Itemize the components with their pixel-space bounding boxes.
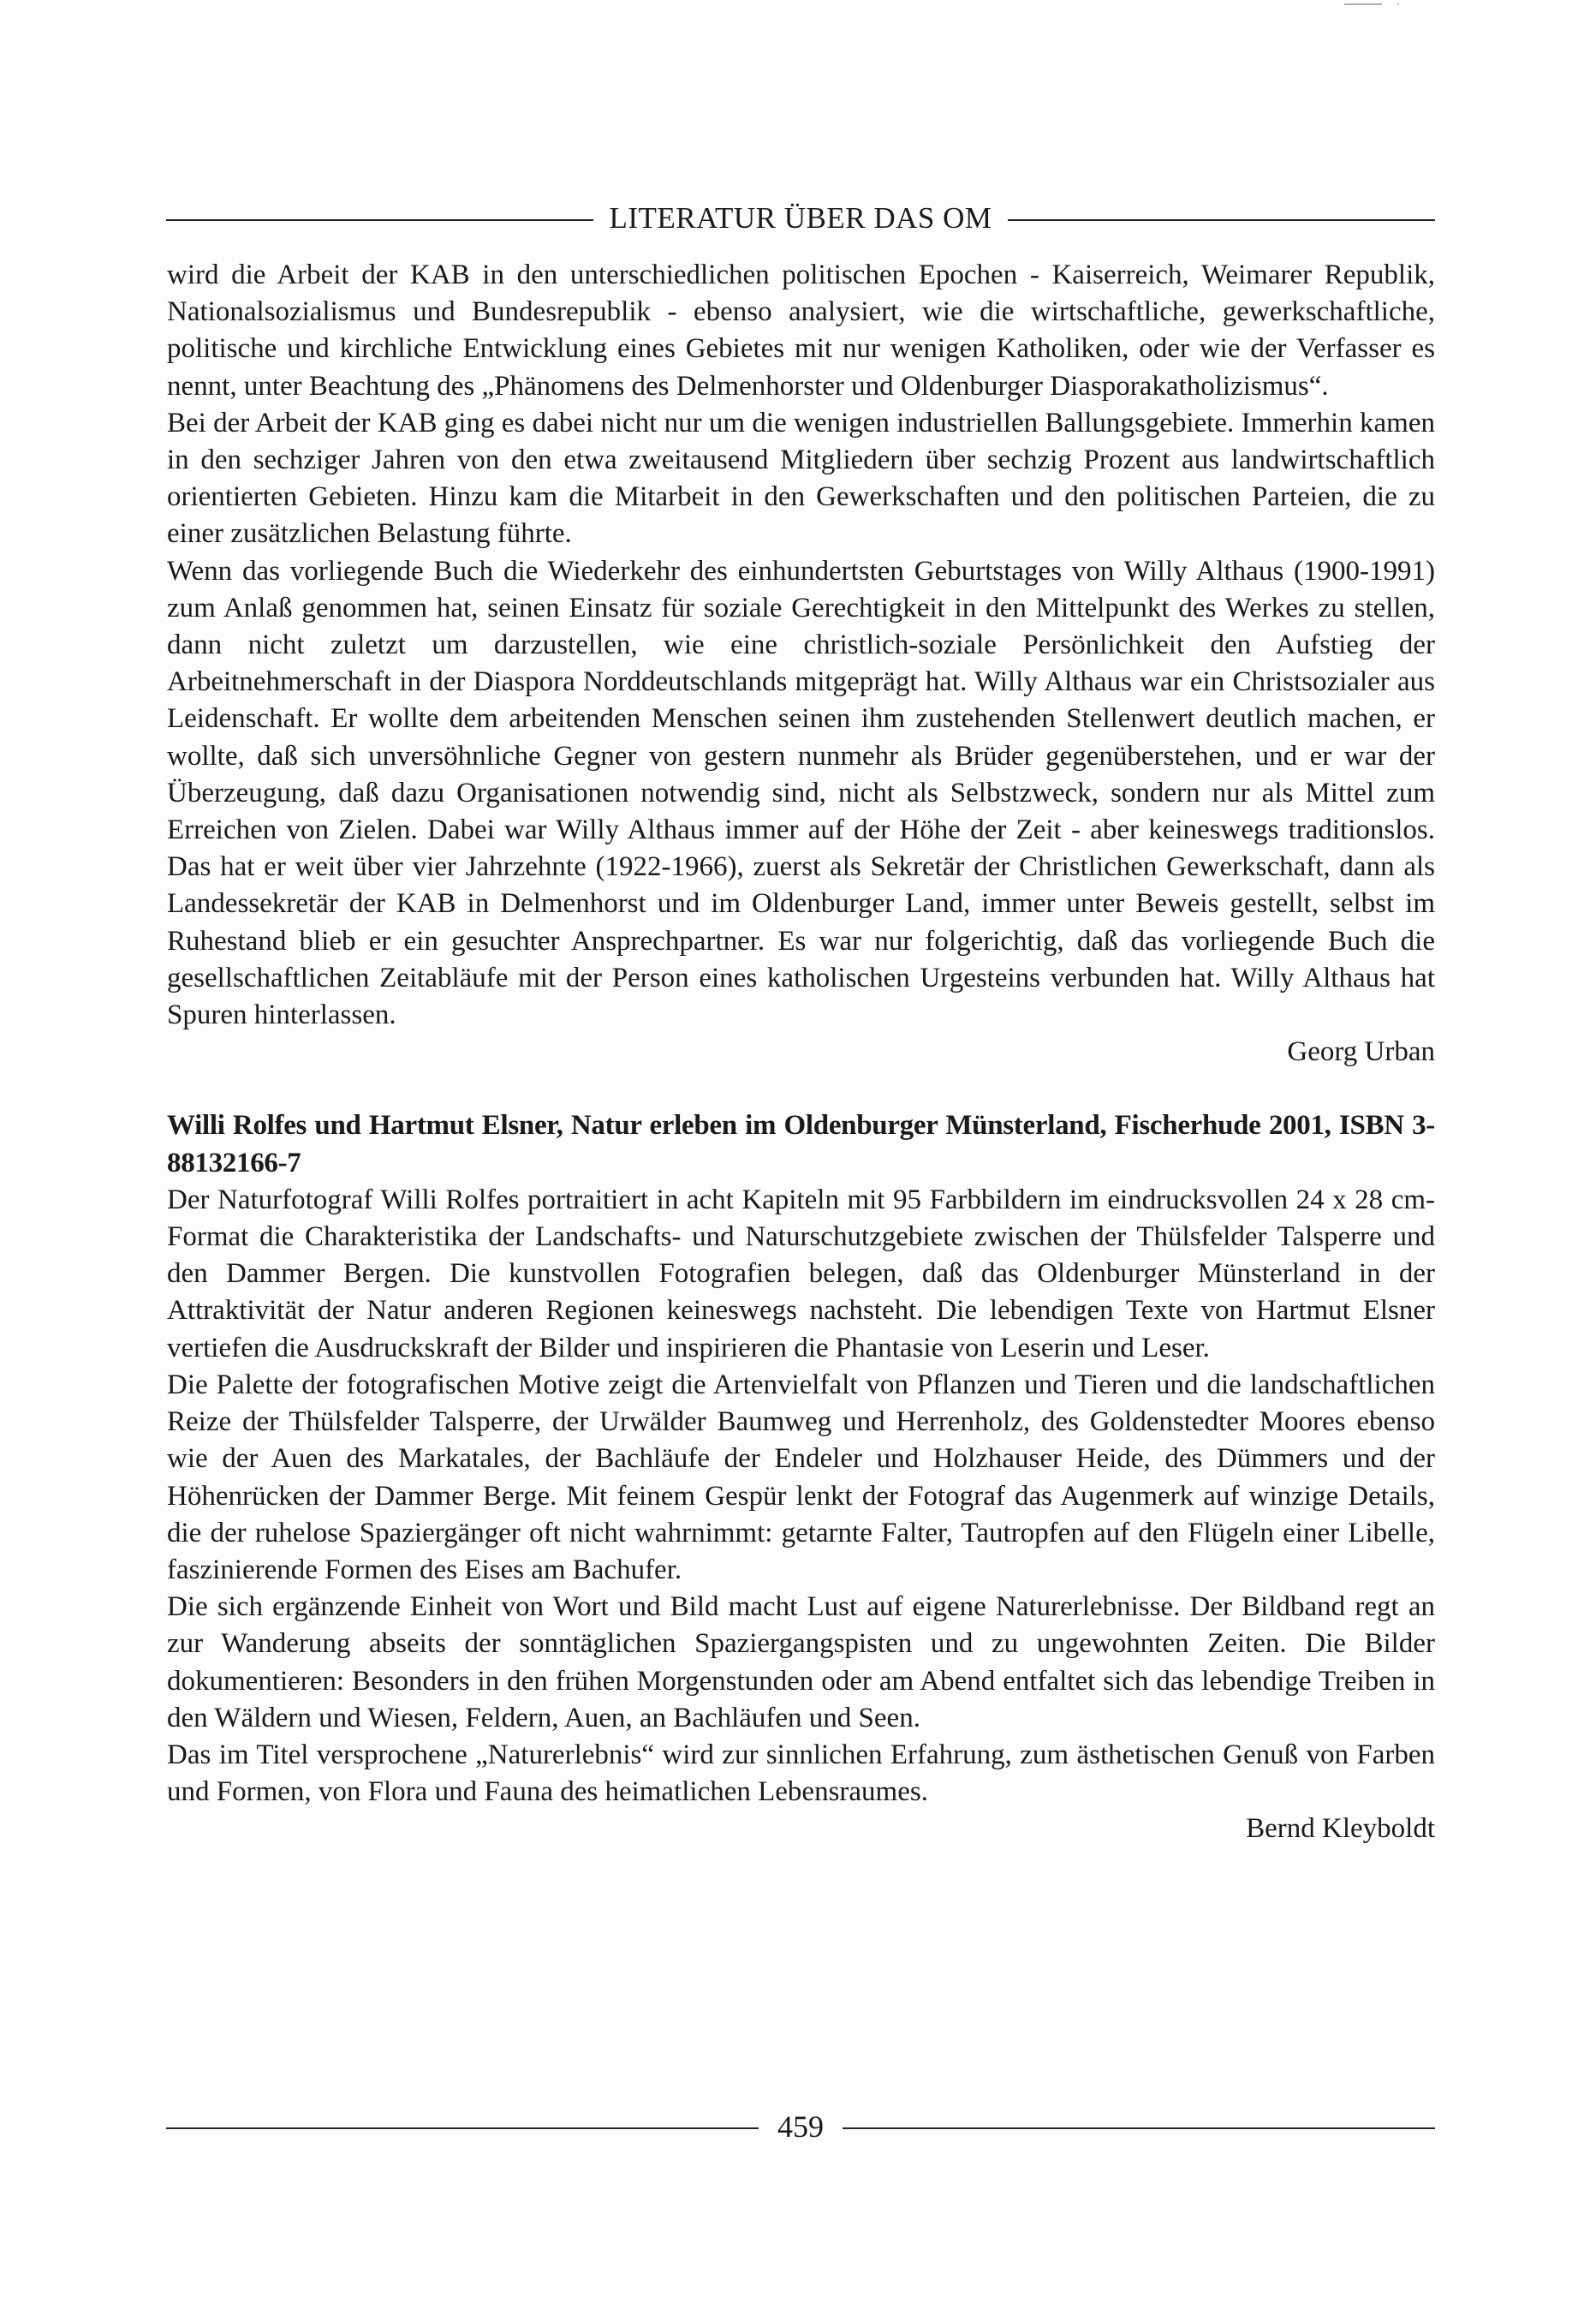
review2-bibliographic-heading: Willi Rolfes und Hartmut Elsner, Natur erleben im Oldenburger Münsterland, Fischerhude 2001, ISBN 3-88132166-7 <box>167 1110 1435 1178</box>
running-head-title: LITERATUR ÜBER DAS OM <box>609 201 992 235</box>
review2-paragraph-4: Das im Titel versprochene „Naturerlebnis“ wird zur sinnlichen Erfahrung, zum ästhetischen Genuß von Farben und Formen, von Flora und Fauna des heimatlichen Lebensraumes. <box>167 1739 1435 1808</box>
review1-paragraph-1: wird die Arbeit der KAB in den unterschiedlichen politischen Epochen - Kaiserreich, Weimarer Republik, Nationalsozialismus und Bundesrepublik - ebenso analysiert, wie die wirtschaftliche, gewerkschaftliche, politische und kirchliche Entwicklung eines Gebietes mit nur wenigen Katholiken, oder wie der Verfasser es nennt, unter Beachtung des „Phänomens des Delmenhorster und Oldenburger Diasporakatholizismus“. <box>167 260 1435 402</box>
review-althaus <box>167 257 1435 1071</box>
review-natur-erleben <box>167 1107 1435 1847</box>
scan-artifact-mark <box>1344 3 1382 5</box>
running-head-right-rule <box>1008 219 1435 221</box>
review1-paragraph-3: Wenn das vorliegende Buch die Wiederkehr des einhundertsten Geburtstages von Willy Althaus (1900-1991) zum Anlaß genommen hat, seinen Einsatz für soziale Gerechtigkeit in den Mittelpunkt des Werkes zu stellen, dann nicht zuletzt um darzustellen, wie eine christlich-soziale Persönlichkeit den Aufstieg der Arbeitnehmerschaft in der Diaspora Norddeutschlands mitgeprägt hat. Willy Althaus war ein Christsozialer aus Leidenschaft. Er wollte dem arbeitenden Menschen seinen ihm zustehenden Stellenwert deutlich machen, er wollte, daß sich unversöhnliche Gegner von gestern nunmehr als Brüder gegenüberstehen, und er war der Überzeugung, daß dazu Organisationen notwendig sind, nicht als Selbstzweck, sondern nur als Mittel zum Erreichen von Zielen. Dabei war Willy Althaus immer auf der Höhe der Zeit - aber keineswegs traditionslos. Das hat er weit über vier Jahrzehnte (1922-1966), zuerst als Sekretär der Christlichen Gewerkschaft, dann als Landessekretär der KAB in Delmenhorst und im Oldenburger Land, immer unter Beweis gestellt, selbst im Ruhestand blieb er ein gesuchter Ansprechpartner. Es war nur folgerichtig, daß das vorliegende Buch die gesellschaftlichen Zeitabläufe mit der Person eines katholischen Urgesteins verbunden hat. Willy Althaus hat Spuren hinterlassen. <box>167 555 1435 1031</box>
scan-artifact-dot <box>1397 3 1399 5</box>
review2-paragraph-2: Die Palette der fotografischen Motive zeigt die Artenvielfalt von Pflanzen und Tieren und die landschaftlichen Reize der Thülsfelder Talsperre, der Urwälder Baumweg und Herrenholz, des Goldenstedter Moores ebenso wie der Auen des Markatales, der Bachläufe der Endeler und Holzhauser Heide, des Dümmers und der Höhenrücken der Dammer Berge. Mit feinem Gespür lenkt der Fotograf das Augenmerk auf winzige Details, die der ruhelose Spaziergänger oft nicht wahrnimmt: getarnte Falter, Tautropfen auf den Flügeln einer Libelle, faszinierende Formen des Eises am Bachufer. <box>167 1369 1435 1585</box>
page-number: 459 <box>777 2109 824 2144</box>
footer-left-rule <box>166 2127 759 2129</box>
footer-right-rule <box>843 2127 1435 2129</box>
review2-author-signature: Bernd Kleyboldt <box>1246 1813 1435 1845</box>
page-footer <box>166 2105 1435 2148</box>
running-head <box>166 197 1435 240</box>
page-body <box>167 257 1435 1848</box>
review1-author-signature: Georg Urban <box>1287 1036 1435 1068</box>
review2-paragraph-1: Der Naturfotograf Willi Rolfes portraitiert in acht Kapiteln mit 95 Farbbildern im eindrucksvollen 24 x 28 cm-Format die Charakteristika der Landschafts- und Naturschutzgebiete zwischen der Thülsfelder Talsperre und den Dammer Bergen. Die kunstvollen Fotografien belegen, daß das Oldenburger Münsterland in der Attraktivität der Natur anderen Regionen keineswegs nachsteht. Die lebendigen Texte von Hartmut Elsner vertiefen die Ausdruckskraft der Bilder und inspirieren die Phantasie von Leserin und Leser. <box>167 1184 1435 1363</box>
review1-paragraph-2: Bei der Arbeit der KAB ging es dabei nicht nur um die wenigen industriellen Ballungsgebiete. Immerhin kamen in den sechziger Jahren von den etwa zweitausend Mitgliedern über sechzig Prozent aus landwirtschaftlich orientierten Gebieten. Hinzu kam die Mitarbeit in den Gewerkschaften und den politischen Parteien, die zu einer zusätzlichen Belastung führte. <box>167 407 1435 550</box>
running-head-left-rule <box>166 219 593 221</box>
review2-paragraph-3: Die sich ergänzende Einheit von Wort und Bild macht Lust auf eigene Naturerlebnisse. Der Bildband regt an zur Wanderung abseits der sonntäglichen Spaziergangspisten und zu ungewohnten Zeiten. Die Bilder dokumentieren: Besonders in den frühen Morgenstunden oder am Abend entfaltet sich das lebendige Treiben in den Wäldern und Wiesen, Feldern, Auen, an Bachläufen und Seen. <box>167 1591 1435 1733</box>
